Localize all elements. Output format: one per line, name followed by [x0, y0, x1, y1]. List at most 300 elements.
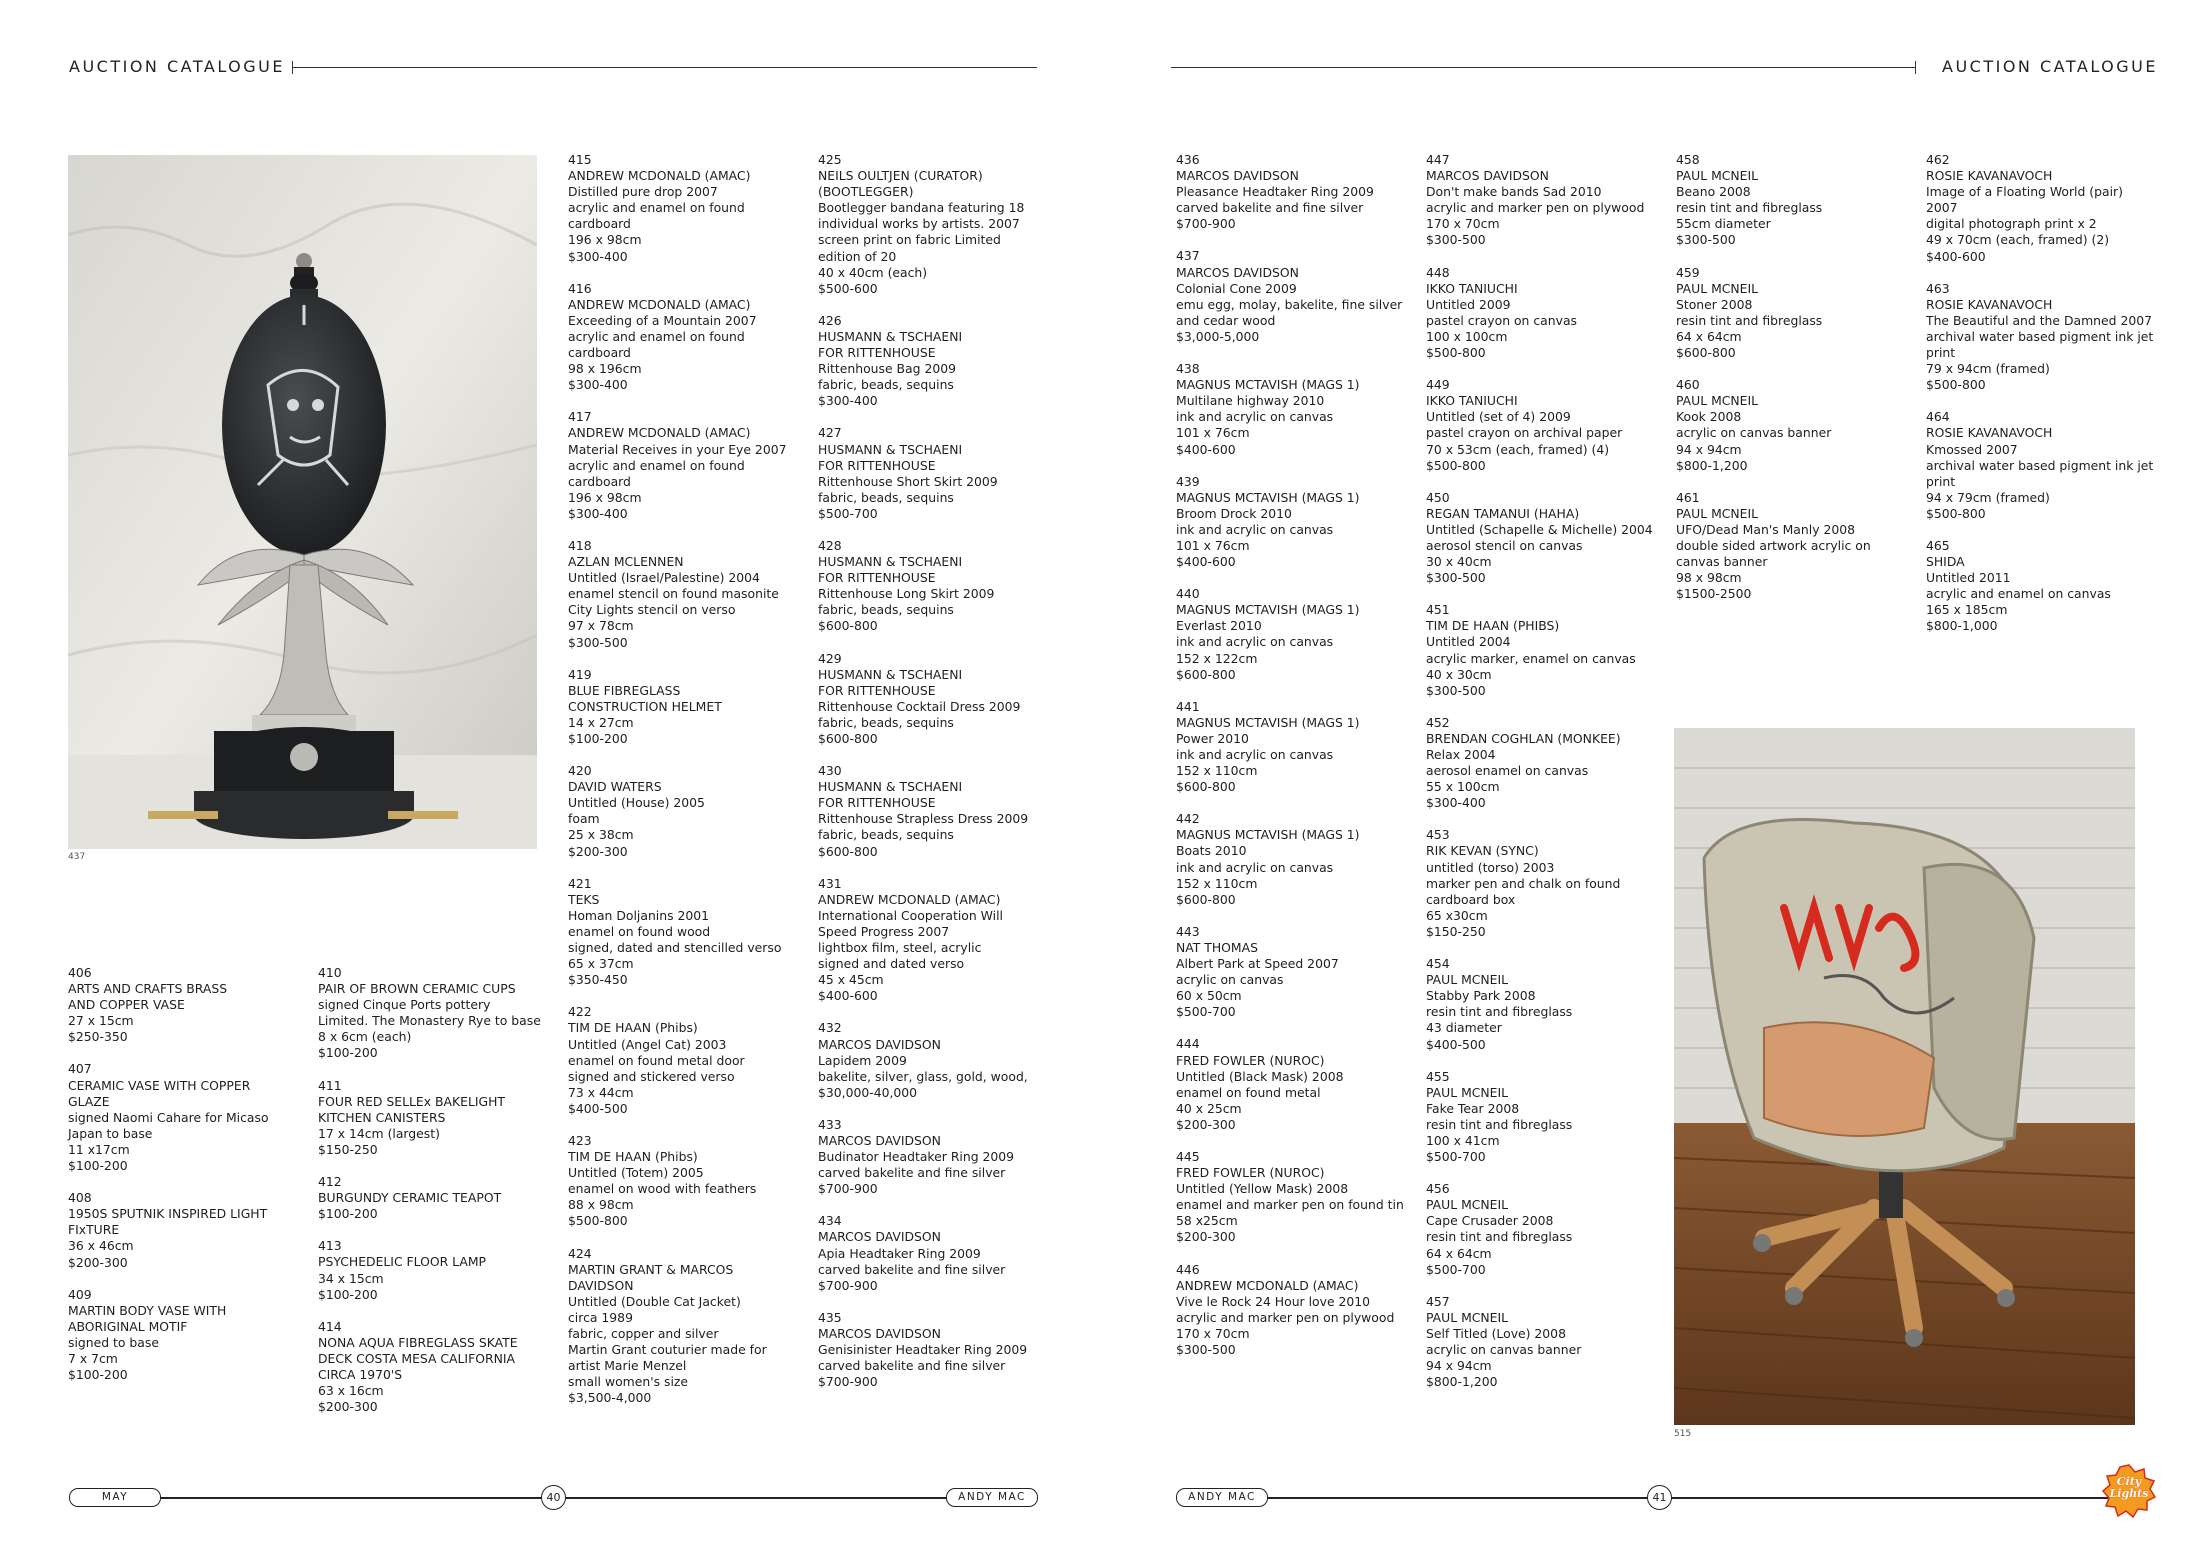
lot-detail: Untitled (Angel Cat) 2003	[568, 1036, 727, 1052]
lot-number: 412	[318, 1174, 342, 1190]
lot-detail: ABORIGINAL MOTIF	[68, 1318, 188, 1334]
lot-estimate: $300-500	[568, 634, 628, 650]
lot-detail: 100 x 41cm	[1426, 1132, 1500, 1148]
lot-number: 439	[1176, 473, 1200, 489]
lot-entry	[1426, 715, 1658, 812]
lot-detail: Limited. The Monastery Rye to base	[318, 1013, 541, 1029]
lot-number: 438	[1176, 361, 1200, 377]
lot-number: 407	[68, 1061, 92, 1077]
lot-entry	[818, 538, 1050, 635]
lot-estimate: $600-800	[1176, 891, 1236, 907]
lot-number: 455	[1426, 1068, 1450, 1084]
lot-detail: double sided artwork acrylic on	[1676, 537, 1871, 553]
lot-detail: DECK COSTA MESA CALIFORNIA	[318, 1350, 515, 1366]
lot-entry	[1926, 281, 2158, 394]
lot-number: 463	[1926, 280, 1950, 296]
lot-estimate: $600-800	[818, 843, 878, 859]
lot-detail: PAIR OF BROWN CERAMIC CUPS	[318, 981, 516, 997]
lot-estimate: $500-700	[1176, 1004, 1236, 1020]
lot-entry	[1176, 474, 1408, 571]
logo-text-city: City	[2116, 1475, 2142, 1488]
lot-estimate: $300-400	[818, 393, 878, 409]
lot-detail: 165 x 185cm	[1926, 602, 2008, 618]
lot-detail: MARTIN GRANT & MARCOS	[568, 1261, 734, 1277]
lot-estimate: $100-200	[318, 1206, 378, 1222]
lot-detail: Don't make bands Sad 2010	[1426, 184, 1602, 200]
lot-detail: 94 x 94cm	[1676, 441, 1742, 457]
lot-detail: AND COPPER VASE	[68, 997, 185, 1013]
lot-detail: SHIDA	[1926, 554, 1965, 570]
lot-detail: 64 x 64cm	[1426, 1245, 1492, 1261]
lot-detail: TIM DE HAAN (Phibs)	[568, 1149, 698, 1165]
lot-estimate: $400-600	[1176, 441, 1236, 457]
lot-detail: emu egg, molay, bakelite, fine silver	[1176, 296, 1403, 312]
lot-estimate: $500-600	[818, 280, 878, 296]
lot-entry	[818, 763, 1050, 860]
lot-entry	[818, 1020, 1050, 1100]
lot-entry	[1176, 152, 1408, 232]
lot-number: 434	[818, 1213, 842, 1229]
lot-entry	[568, 538, 800, 651]
lot-estimate: $700-900	[1176, 216, 1236, 232]
lot-estimate: $1500-2500	[1676, 586, 1752, 602]
lot-detail: 40 x 25cm	[1176, 1100, 1242, 1116]
lot-entry	[318, 965, 550, 1062]
lot-detail: cardboard	[568, 473, 631, 489]
lot-estimate: $500-700	[1426, 1149, 1486, 1165]
lot-detail: Untitled (Double Cat Jacket)	[568, 1293, 741, 1309]
lot-number: 437	[1176, 248, 1200, 264]
lot-detail: enamel on found metal door	[568, 1052, 745, 1068]
lot-number: 415	[568, 152, 592, 167]
lot-column-6	[1426, 152, 1658, 1406]
lot-entry	[1926, 409, 2158, 522]
lot-entry	[318, 1174, 550, 1222]
lot-column-1	[68, 965, 278, 1399]
lot-detail: Untitled 2011	[1926, 570, 2011, 586]
lot-detail: Exceeding of a Mountain 2007	[568, 312, 757, 328]
lot-detail: Untitled (Schapelle & Michelle) 2004	[1426, 521, 1653, 537]
lot-entry	[68, 965, 278, 1045]
lot-entry	[318, 1319, 550, 1416]
lot-number: 427	[818, 425, 842, 441]
lot-detail: FOR RITTENHOUSE	[818, 795, 936, 811]
lot-detail: ANDREW MCDONALD (AMAC)	[818, 891, 1001, 907]
lot-entry	[568, 763, 800, 860]
lot-detail: signed Cinque Ports pottery	[318, 997, 491, 1013]
lot-estimate: $100-200	[318, 1286, 378, 1302]
lot-detail: enamel stencil on found masonite	[568, 586, 779, 602]
lot-detail: resin tint and fibreglass	[1676, 312, 1823, 328]
lot-entry	[1176, 924, 1408, 1021]
lot-estimate: $150-250	[1426, 923, 1486, 939]
lot-column-4	[818, 152, 1050, 1406]
lot-detail: Bootlegger bandana featuring 18	[818, 200, 1025, 216]
lot-detail: PAUL MCNEIL	[1676, 393, 1759, 409]
lot-detail: aerosol enamel on canvas	[1426, 763, 1589, 779]
lot-number: 433	[818, 1116, 842, 1132]
lot-entry	[68, 1061, 278, 1174]
header-title-left: AUCTION CATALOGUE	[69, 57, 285, 76]
lot-detail: KITCHEN CANISTERS	[318, 1109, 446, 1125]
lot-detail: 101 x 76cm	[1176, 425, 1250, 441]
lot-entry	[568, 409, 800, 522]
photo-caption-right: 515	[1674, 1429, 1692, 1439]
lot-detail: PAUL MCNEIL	[1676, 168, 1759, 184]
lot-detail: enamel and marker pen on found tin	[1176, 1197, 1404, 1213]
lot-entry	[818, 313, 1050, 410]
lot-detail: BLUE FIBREGLASS	[568, 682, 681, 698]
lot-detail: Untitled 2009	[1426, 296, 1511, 312]
lot-number: 440	[1176, 586, 1200, 602]
lot-number: 432	[818, 1020, 842, 1036]
lot-number: 446	[1176, 1261, 1200, 1277]
lot-detail: artist Marie Menzel	[568, 1358, 687, 1374]
lot-detail: 40 x 30cm	[1426, 666, 1492, 682]
lot-detail: Rittenhouse Long Skirt 2009	[818, 586, 995, 602]
lot-detail: Stoner 2008	[1676, 296, 1753, 312]
lot-detail: 170 x 70cm	[1176, 1325, 1250, 1341]
lot-estimate: $200-300	[1176, 1116, 1236, 1132]
lot-detail: Image of a Floating World (pair)	[1926, 184, 2123, 200]
lot-estimate: $200-300	[318, 1399, 378, 1415]
lot-detail: NEILS OULTJEN (CURATOR)	[818, 168, 983, 184]
lot-entry	[1426, 602, 1658, 699]
lot-entry	[1926, 538, 2158, 635]
lot-detail: ROSIE KAVANAVOCH	[1926, 296, 2053, 312]
lot-detail: DAVID WATERS	[568, 779, 662, 795]
lot-number: 454	[1426, 956, 1450, 972]
lot-estimate: $150-250	[318, 1141, 378, 1157]
lot-estimate: $200-300	[568, 843, 628, 859]
lot-estimate: $400-600	[818, 988, 878, 1004]
lot-number: 456	[1426, 1181, 1450, 1197]
lot-detail: MARCOS DAVIDSON	[1176, 168, 1299, 184]
lot-detail: bakelite, silver, glass, gold, wood,	[818, 1068, 1028, 1084]
lot-detail: Lapidem 2009	[818, 1052, 907, 1068]
lot-detail: acrylic and enamel on found	[568, 328, 745, 344]
page-number-left: 40	[541, 1485, 566, 1510]
lot-number: 421	[568, 875, 592, 891]
lot-detail: RIK KEVAN (SYNC)	[1426, 843, 1539, 859]
lot-detail: Colonial Cone 2009	[1176, 280, 1297, 296]
lot-detail: signed, dated and stencilled verso	[568, 940, 782, 956]
lot-detail: NONA AQUA FIBREGLASS SKATE	[318, 1334, 518, 1350]
lot-detail: FOR RITTENHOUSE	[818, 457, 936, 473]
lot-entry	[818, 876, 1050, 1005]
lot-detail: Untitled (House) 2005	[568, 795, 705, 811]
lot-detail: PAUL MCNEIL	[1426, 1197, 1509, 1213]
lot-detail: Multilane highway 2010	[1176, 393, 1325, 409]
lot-number: 436	[1176, 152, 1200, 167]
lot-detail: GLAZE	[68, 1093, 110, 1109]
lot-number: 452	[1426, 714, 1450, 730]
lot-entry	[1426, 1069, 1658, 1166]
lot-detail: carved bakelite and fine silver	[1176, 200, 1364, 216]
lot-detail: MAGNUS MCTAVISH (MAGS 1)	[1176, 827, 1360, 843]
lot-estimate: $600-800	[1676, 345, 1736, 361]
lot-detail: IKKO TANIUCHI	[1426, 280, 1518, 296]
lot-detail: Untitled 2004	[1426, 634, 1511, 650]
lot-detail: ANDREW MCDONALD (AMAC)	[568, 168, 751, 184]
lot-detail: 40 x 40cm (each)	[818, 264, 928, 280]
lot-detail: ink and acrylic on canvas	[1176, 747, 1334, 762]
lot-detail: signed Naomi Cahare for Micaso	[68, 1109, 269, 1125]
lot-estimate: $600-800	[1176, 666, 1236, 682]
lot-detail: fabric, beads, sequins	[818, 827, 954, 843]
logo-text-lights: Lights	[2109, 1487, 2149, 1500]
lot-detail: fabric, beads, sequins	[818, 602, 954, 618]
lot-detail: MAGNUS MCTAVISH (MAGS 1)	[1176, 377, 1360, 393]
lot-detail: 88 x 98cm	[568, 1197, 634, 1213]
lot-detail: 64 x 64cm	[1676, 328, 1742, 344]
lot-estimate: $500-700	[818, 505, 878, 521]
lot-detail: acrylic and enamel on found	[568, 200, 745, 216]
lot-detail: cardboard box	[1426, 891, 1516, 907]
lot-detail: Apia Headtaker Ring 2009	[818, 1245, 981, 1261]
lot-entry	[818, 1310, 1050, 1390]
lot-detail: Fake Tear 2008	[1426, 1100, 1520, 1116]
lot-detail: ARTS AND CRAFTS BRASS	[68, 981, 228, 997]
lot-detail: MARCOS DAVIDSON	[818, 1325, 941, 1341]
lot-detail: 55cm diameter	[1676, 216, 1771, 232]
lot-entry	[818, 651, 1050, 748]
lot-number: 425	[818, 152, 842, 167]
lot-detail: Cape Crusader 2008	[1426, 1213, 1554, 1229]
lot-number: 448	[1426, 264, 1450, 280]
lot-detail: signed to base	[68, 1334, 159, 1350]
lot-detail: enamel on found wood	[568, 923, 711, 939]
lot-number: 430	[818, 763, 842, 779]
lot-estimate: $500-800	[1426, 457, 1486, 473]
lot-detail: fabric, beads, sequins	[818, 377, 954, 393]
lot-detail: acrylic and enamel on found	[568, 457, 745, 473]
lot-number: 458	[1676, 152, 1700, 167]
lot-detail: 60 x 50cm	[1176, 988, 1242, 1004]
lot-number: 462	[1926, 152, 1950, 167]
lot-entry	[568, 281, 800, 394]
lot-detail: 25 x 38cm	[568, 827, 634, 843]
lot-detail: 65 x30cm	[1426, 907, 1488, 923]
lot-detail: Untitled (Yellow Mask) 2008	[1176, 1181, 1349, 1197]
lot-detail: print	[1926, 345, 1956, 361]
lot-detail: City Lights stencil on verso	[568, 602, 736, 618]
lot-detail: 196 x 98cm	[568, 232, 642, 248]
lot-detail: fabric, copper and silver	[568, 1326, 719, 1341]
lot-number: 419	[568, 666, 592, 682]
lot-entry	[1426, 1181, 1658, 1278]
lot-estimate: $400-500	[1426, 1036, 1486, 1052]
lot-detail: MARTIN BODY VASE WITH	[68, 1302, 227, 1318]
lot-detail: 2007	[1926, 200, 1958, 216]
lot-estimate: $200-300	[68, 1254, 128, 1270]
lot-estimate: $800-1,200	[1426, 1374, 1498, 1390]
lot-estimate: $100-200	[318, 1045, 378, 1061]
lot-detail: PAUL MCNEIL	[1676, 280, 1759, 296]
lot-detail: ink and acrylic on canvas	[1176, 521, 1334, 537]
lot-detail: ANDREW MCDONALD (AMAC)	[568, 425, 751, 441]
lot-detail: CIRCA 1970'S	[318, 1366, 403, 1382]
lot-estimate: $100-200	[568, 731, 628, 746]
lot-entry	[318, 1238, 550, 1302]
lot-estimate: $700-900	[818, 1181, 878, 1197]
lot-detail: Untitled (Black Mask) 2008	[1176, 1068, 1344, 1084]
lot-detail: enamel on wood with feathers	[568, 1181, 757, 1197]
lot-detail: 55 x 100cm	[1426, 779, 1500, 795]
lot-estimate: $300-400	[568, 248, 628, 264]
lot-detail: TIM DE HAAN (PHIBS)	[1426, 618, 1560, 634]
lot-detail: Broom Drock 2010	[1176, 505, 1292, 521]
lot-detail: Untitled (Israel/Palestine) 2004	[568, 570, 760, 586]
lot-detail: Pleasance Headtaker Ring 2009	[1176, 184, 1374, 200]
lot-detail: pastel crayon on archival paper	[1426, 425, 1623, 441]
lot-estimate: $100-200	[68, 1158, 128, 1174]
city-lights-logo	[2100, 1462, 2158, 1520]
lot-detail: edition of 20	[818, 248, 897, 264]
lot-number: 429	[818, 650, 842, 666]
lot-detail: MARCOS DAVIDSON	[1426, 168, 1549, 184]
lot-number: 411	[318, 1077, 342, 1093]
lot-number: 443	[1176, 923, 1200, 939]
lot-detail: marker pen and chalk on found	[1426, 875, 1621, 891]
photo-lot-437	[68, 155, 537, 849]
lot-entry	[1426, 956, 1658, 1053]
lot-estimate: $300-500	[1426, 232, 1486, 248]
lot-entry	[68, 1287, 278, 1384]
lot-detail: Relax 2004	[1426, 747, 1496, 762]
lot-detail: resin tint and fibreglass	[1426, 1004, 1573, 1020]
lot-estimate: $700-900	[818, 1277, 878, 1293]
lot-detail: Speed Progress 2007	[818, 923, 950, 939]
lot-number: 420	[568, 763, 592, 779]
lot-number: 442	[1176, 811, 1200, 827]
lot-detail: 98 x 98cm	[1676, 570, 1742, 586]
lot-number: 416	[568, 280, 592, 296]
lot-entry	[1176, 248, 1408, 345]
lot-detail: acrylic and marker pen on plywood	[1426, 200, 1645, 216]
lot-number: 450	[1426, 489, 1450, 505]
lot-detail: print	[1926, 473, 1956, 489]
lot-detail: ink and acrylic on canvas	[1176, 634, 1334, 650]
lot-entry	[818, 152, 1050, 297]
lot-detail: FOR RITTENHOUSE	[818, 345, 936, 361]
lot-detail: carved bakelite and fine silver	[818, 1165, 1006, 1181]
lot-detail: MARCOS DAVIDSON	[818, 1229, 941, 1245]
lot-detail: BURGUNDY CERAMIC TEAPOT	[318, 1190, 502, 1206]
lot-detail: MARCOS DAVIDSON	[1176, 264, 1299, 280]
lot-number: 447	[1426, 152, 1450, 167]
lot-entry	[1926, 152, 2158, 265]
lot-number: 460	[1676, 377, 1700, 393]
lot-detail: and cedar wood	[1176, 312, 1276, 328]
lot-column-2	[318, 965, 550, 1431]
lot-number: 423	[568, 1132, 592, 1148]
lot-detail: FOR RITTENHOUSE	[818, 682, 936, 698]
lot-detail: 45 x 45cm	[818, 972, 884, 988]
lot-detail: fabric, beads, sequins	[818, 489, 954, 505]
lot-detail: International Cooperation Will	[818, 907, 1003, 923]
lot-number: 449	[1426, 377, 1450, 393]
lot-detail: The Beautiful and the Damned 2007	[1926, 312, 2152, 328]
lot-entry	[568, 1004, 800, 1117]
lot-detail: ink and acrylic on canvas	[1176, 409, 1334, 425]
lot-detail: BRENDAN COGHLAN (MONKEE)	[1426, 730, 1621, 746]
lot-entry	[818, 1117, 1050, 1197]
lot-estimate: $500-800	[1926, 505, 1986, 521]
lot-number: 445	[1176, 1148, 1200, 1164]
lot-detail: digital photograph print x 2	[1926, 216, 2097, 232]
lot-detail: 30 x 40cm	[1426, 554, 1492, 570]
lot-column-7	[1676, 152, 1908, 618]
lot-detail: canvas banner	[1676, 554, 1768, 570]
lot-detail: resin tint and fibreglass	[1426, 1116, 1573, 1132]
lot-detail: Kmossed 2007	[1926, 441, 2018, 457]
lot-entry	[818, 425, 1050, 522]
lot-detail: PSYCHEDELIC FLOOR LAMP	[318, 1254, 487, 1270]
lot-estimate: $250-350	[68, 1029, 128, 1045]
lot-entry	[1176, 1036, 1408, 1133]
lot-detail: screen print on fabric Limited	[818, 232, 1001, 248]
lot-detail: Stabby Park 2008	[1426, 988, 1536, 1004]
lot-detail: 36 x 46cm	[68, 1238, 134, 1254]
photo-lot-515	[1674, 728, 2135, 1425]
lot-entry	[568, 667, 800, 747]
lot-number: 465	[1926, 537, 1950, 553]
lot-detail: Material Receives in your Eye 2007	[568, 441, 787, 457]
lot-detail: 101 x 76cm	[1176, 537, 1250, 553]
lot-detail: MARCOS DAVIDSON	[818, 1036, 941, 1052]
lot-estimate: $500-700	[1426, 1261, 1486, 1277]
lot-detail: untitled (torso) 2003	[1426, 859, 1555, 875]
lot-detail: acrylic on canvas banner	[1676, 425, 1832, 441]
lot-estimate: $300-400	[1426, 795, 1486, 811]
lot-entry	[1176, 361, 1408, 458]
lot-detail: Self Titled (Love) 2008	[1426, 1325, 1566, 1341]
lot-detail: lightbox film, steel, acrylic	[818, 940, 982, 956]
lot-number: 408	[68, 1190, 92, 1206]
lot-number: 406	[68, 965, 92, 980]
lot-detail: Everlast 2010	[1176, 618, 1262, 634]
lot-detail: 170 x 70cm	[1426, 216, 1500, 232]
lot-estimate: $300-500	[1426, 570, 1486, 586]
lot-detail: PAUL MCNEIL	[1426, 972, 1509, 988]
lot-detail: Rittenhouse Cocktail Dress 2009	[818, 698, 1021, 714]
lot-detail: signed and stickered verso	[568, 1068, 735, 1084]
lot-detail: ANDREW MCDONALD (AMAC)	[1176, 1277, 1359, 1293]
lot-entry	[568, 1246, 800, 1407]
lot-entry	[1426, 827, 1658, 940]
lot-estimate: $200-300	[1176, 1229, 1236, 1245]
lot-detail: 1950S SPUTNIK INSPIRED LIGHT	[68, 1206, 268, 1222]
lot-entry	[1176, 586, 1408, 683]
lot-number: 409	[68, 1286, 92, 1302]
lot-detail: carved bakelite and fine silver	[818, 1358, 1006, 1374]
lot-detail: Distilled pure drop 2007	[568, 184, 718, 200]
lot-detail: Boats 2010	[1176, 843, 1247, 859]
lot-column-5	[1176, 152, 1408, 1374]
lot-number: 426	[818, 312, 842, 328]
lot-detail: MAGNUS MCTAVISH (MAGS 1)	[1176, 602, 1360, 618]
lot-entry	[1176, 1262, 1408, 1359]
lot-entry	[1676, 490, 1908, 603]
lot-detail: ROSIE KAVANAVOCH	[1926, 168, 2053, 184]
lot-estimate: $600-800	[1176, 779, 1236, 795]
lot-detail: REGAN TAMANUI (HAHA)	[1426, 505, 1580, 521]
footer-author-pill-right: ANDY MAC	[1176, 1488, 1268, 1507]
lot-detail: Kook 2008	[1676, 409, 1742, 425]
lot-estimate: $400-600	[1176, 554, 1236, 570]
lot-detail: MAGNUS MCTAVISH (MAGS 1)	[1176, 489, 1360, 505]
